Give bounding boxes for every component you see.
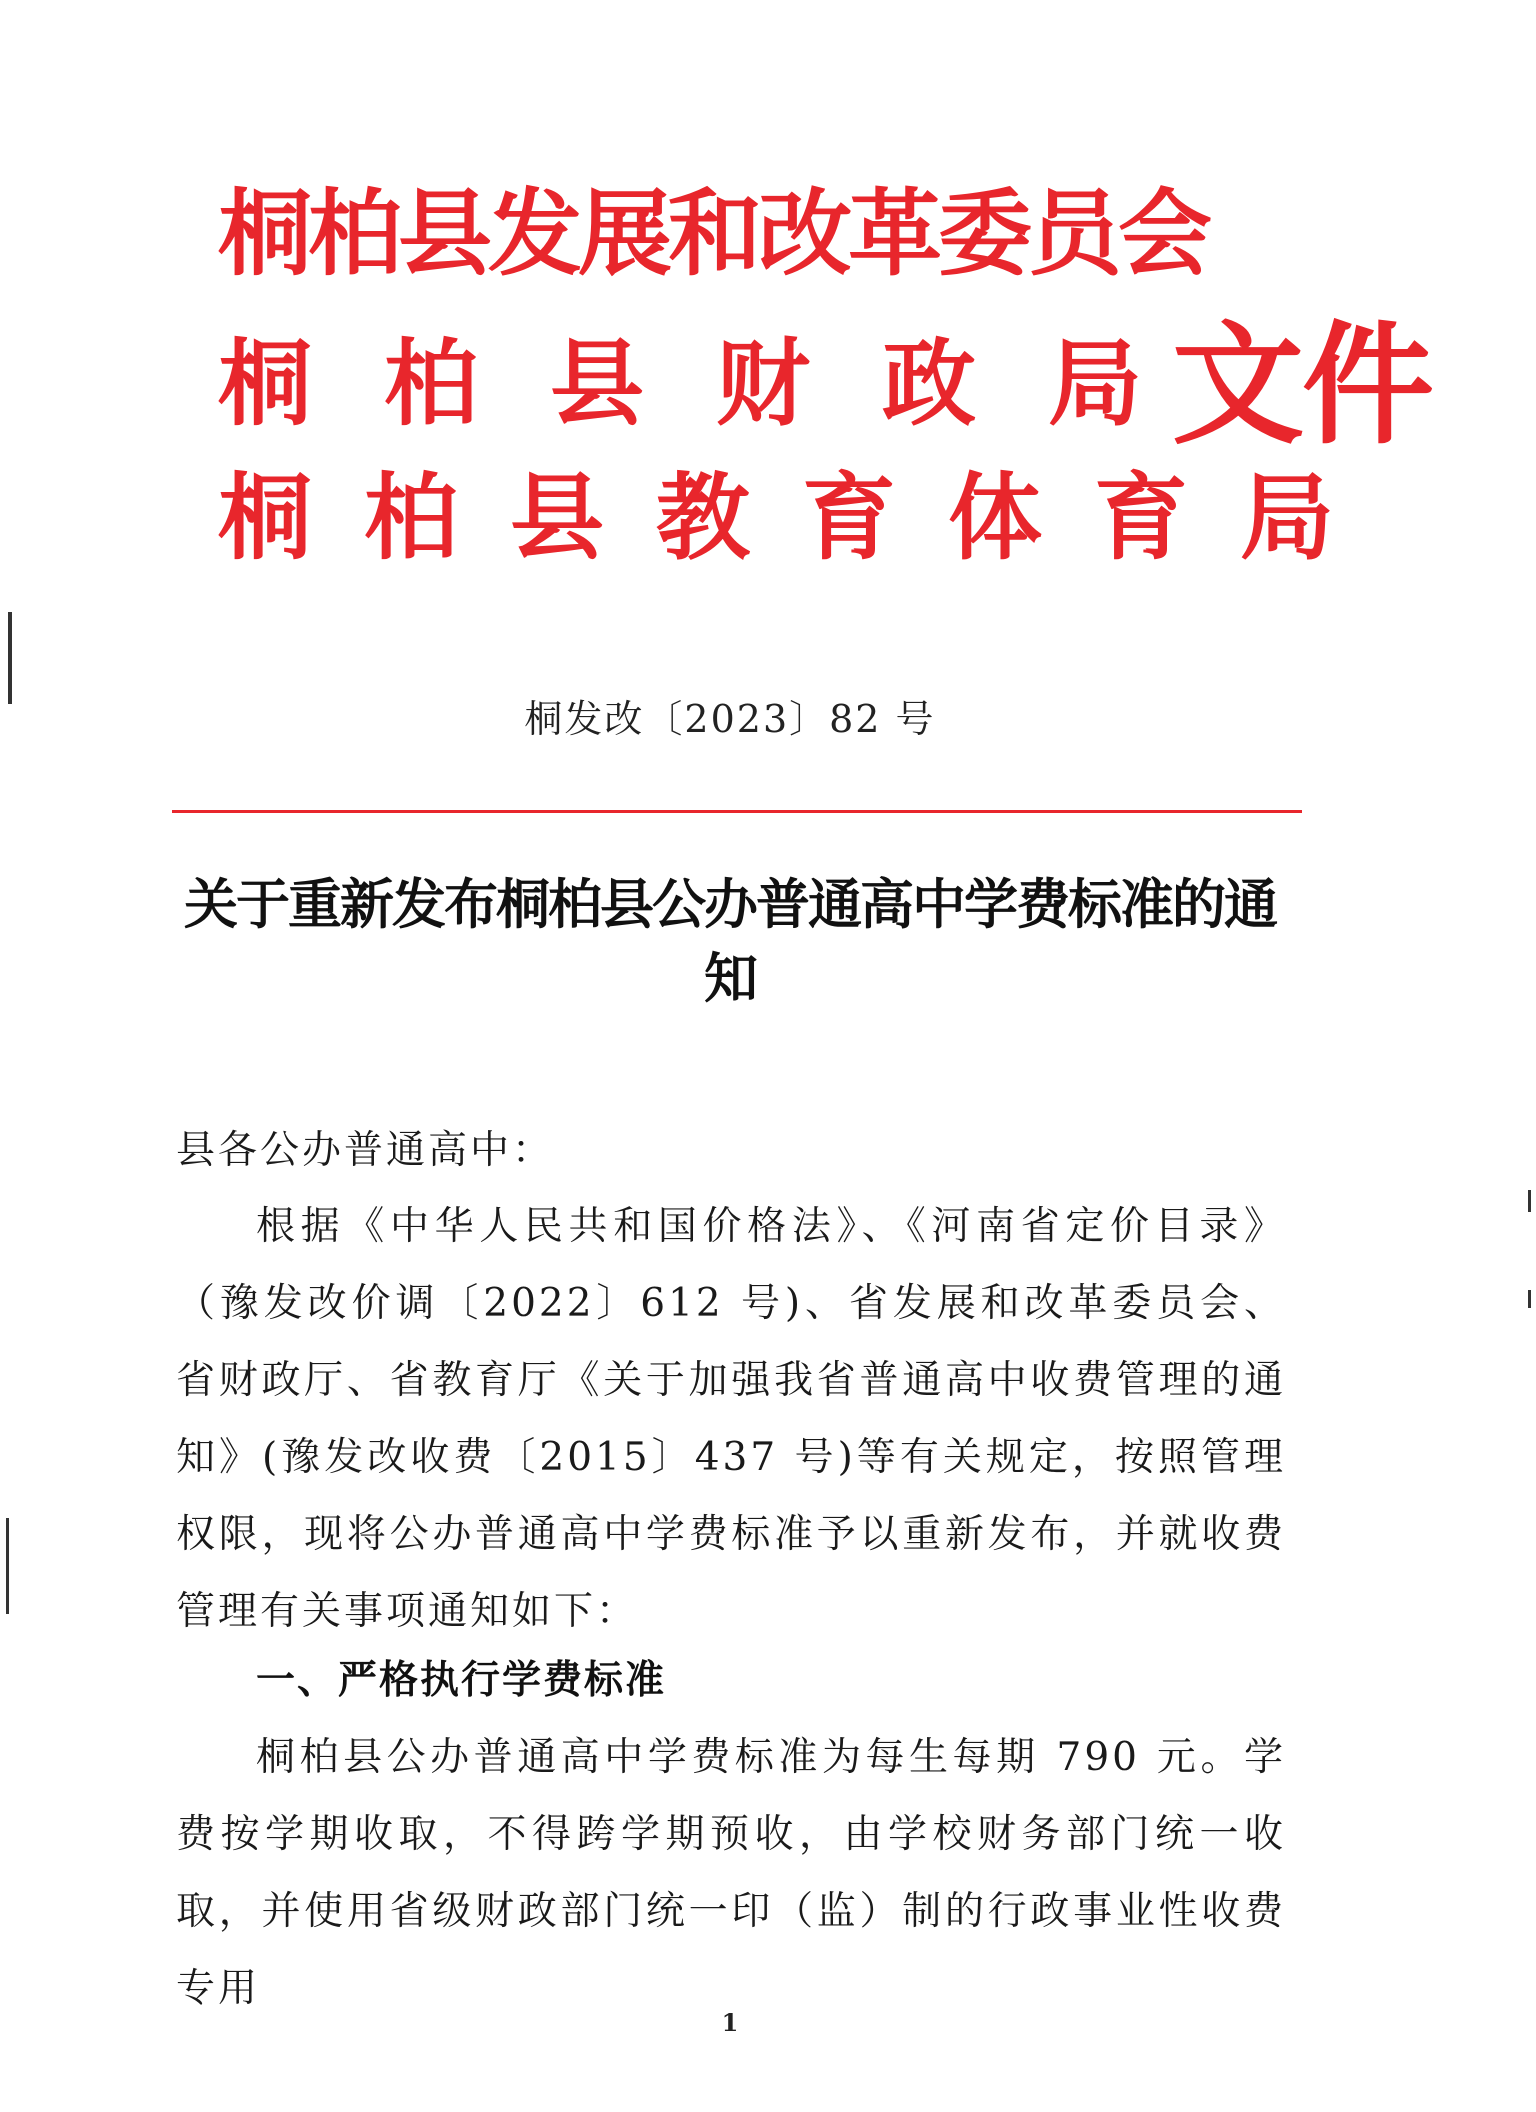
page-number: 1 (721, 2008, 739, 2037)
paragraph-2: 桐柏县公办普通高中学费标准为每生每期 790 元。学费按学期收取，不得跨学期预收，由学校财务部门统一收取，并使用省级财政部门统一印（监）制的行政事业性收费专用 (176, 1735, 1286, 2011)
red-divider (172, 810, 1302, 813)
scan-mark (1528, 1190, 1531, 1212)
letterhead-suffix: 文件 (1172, 309, 1432, 463)
document-title: 关于重新发布桐柏县公办普通高中学费标准的通知 (184, 873, 1276, 1010)
salutation: 县各公办普通高中： (176, 1128, 555, 1173)
section-heading-1: 一、严格执行学费标准 (256, 1658, 667, 1703)
scan-mark (8, 612, 12, 704)
letterhead-org-1: 桐柏县发展和改革委员会 (218, 180, 1209, 289)
letterhead-org-3: 桐柏县教育体育局 (218, 464, 1387, 573)
paragraph-1: 根据《中华人民共和国价格法》、《河南省定价目录》（豫发改价调〔2022〕612 号)、省发展和改革委员会、省财政厅、省教育厅《关于加强我省普通高中收费管理的通知》(豫发改收费〔2015〕437 号)等有关规定，按照管理权限，现将公办普通高中学费标准予以重新发布，并就收费管理有关事项通知如下： (176, 1204, 1286, 1634)
scan-mark (6, 1518, 9, 1614)
letterhead-org-2: 桐柏县财政局 (218, 330, 1215, 439)
scan-mark (1528, 1290, 1531, 1308)
document-number: 桐发改〔2023〕82 号 (524, 697, 936, 741)
